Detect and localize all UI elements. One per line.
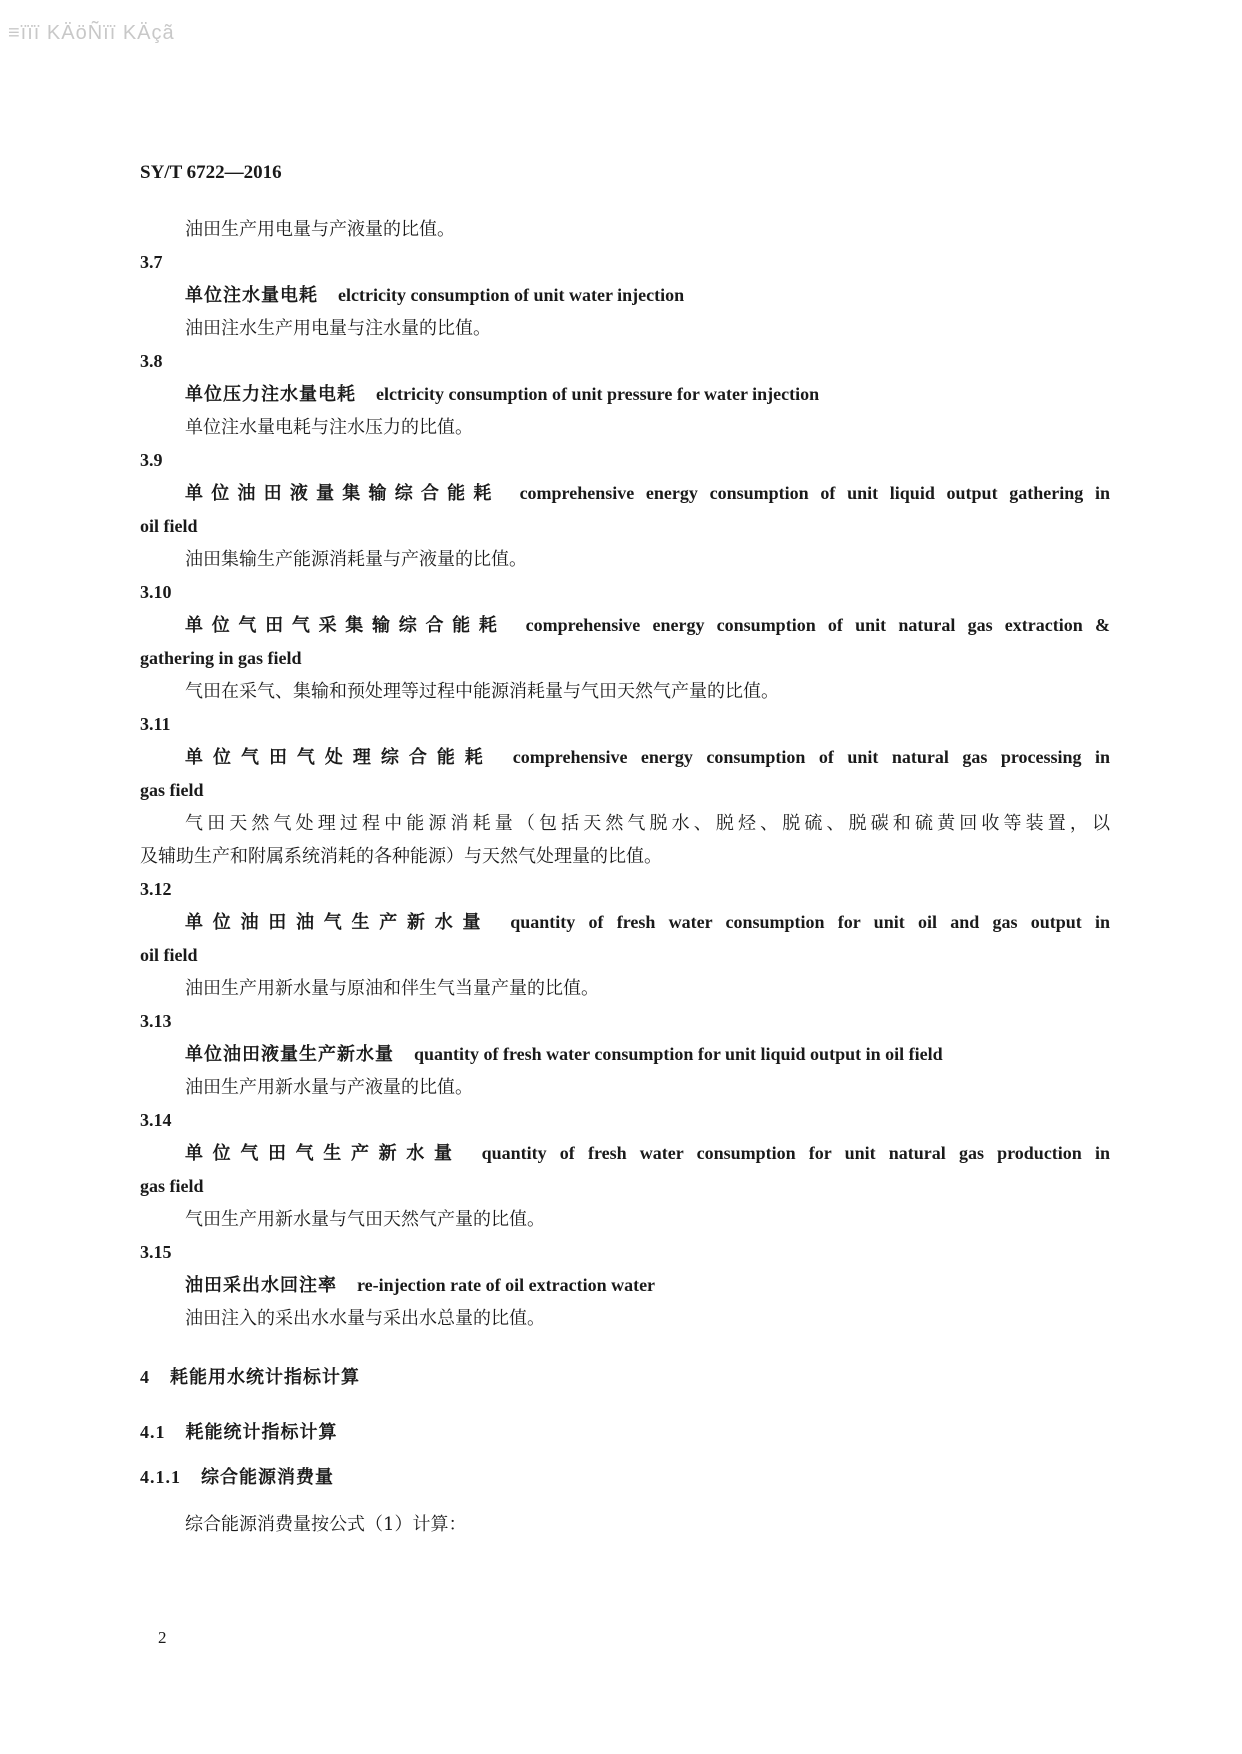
clause-number: 3.7: [140, 252, 163, 272]
spacer: [140, 1394, 1110, 1416]
spacer: [140, 1494, 1110, 1508]
page-number: 2: [158, 1628, 167, 1647]
watermark: ≡ïïï KÄöÑïï KÄçã: [8, 22, 175, 44]
definition-text-continued: 及辅助生产和附属系统消耗的各种能源）与天然气处理量的比值。: [140, 846, 662, 867]
term-chinese: 单位油田油气生产新水量: [185, 912, 491, 933]
term-line: [140, 609, 1110, 642]
clause-number: 3.11: [140, 714, 171, 734]
subsection-number: 4.1: [140, 1422, 166, 1442]
term-english-continued: gas field: [140, 780, 204, 800]
term-line: [140, 741, 1110, 774]
term-chinese: 单位油田液量集输综合能耗: [185, 483, 500, 504]
term-line: [140, 477, 1110, 510]
term-chinese: 单位油田液量生产新水量: [185, 1044, 394, 1065]
term-line: [140, 378, 1110, 411]
term-line: [140, 906, 1110, 939]
term-line: [140, 1269, 1110, 1302]
definition-text: 油田生产用新水量与原油和伴生气当量产量的比值。: [185, 978, 599, 999]
definition-text: 气田生产用新水量与气田天然气产量的比值。: [185, 1209, 545, 1230]
subsection-heading: [140, 1416, 1110, 1449]
term-chinese: 单位注水量电耗: [185, 285, 318, 306]
term-chinese: 油田采出水回注率: [185, 1275, 337, 1296]
clause-number: 3.15: [140, 1242, 172, 1262]
page-content: [140, 213, 1110, 1541]
spacer: [140, 1335, 1110, 1361]
term-chinese: 单位气田气处理综合能耗: [185, 747, 493, 768]
term-english-continued: gathering in gas field: [140, 648, 302, 668]
term-english: comprehensive energy consumption of unit natural gas processing in: [512, 747, 1111, 767]
section-heading: [140, 1361, 1110, 1394]
term-english-continued: oil field: [140, 945, 198, 965]
clause-number: 3.14: [140, 1110, 172, 1130]
term-english: comprehensive energy consumption of unit liquid output gathering in: [519, 483, 1111, 503]
subsubsection-title: 综合能源消费量: [201, 1467, 334, 1488]
definition-text: 油田注水生产用电量与注水量的比值。: [185, 318, 491, 339]
term-english: re-injection rate of oil extraction water: [357, 1275, 656, 1295]
clause-number: 3.12: [140, 879, 172, 899]
section-title: 耗能用水统计指标计算: [170, 1367, 360, 1388]
term-english-continued: oil field: [140, 516, 198, 536]
term-english: quantity of fresh water consumption for unit liquid output in oil field: [414, 1044, 943, 1064]
clause-number: 3.13: [140, 1011, 172, 1031]
formula-intro: 综合能源消费量按公式（1）计算：: [185, 1514, 467, 1535]
standard-code: SY/T 6722—2016: [140, 162, 282, 183]
definition-text: 气田在采气、集输和预处理等过程中能源消耗量与气田天然气产量的比值。: [185, 681, 779, 702]
term-chinese: 单位压力注水量电耗: [185, 384, 356, 405]
spacer: [140, 1449, 1110, 1461]
term-english: comprehensive energy consumption of unit natural gas extraction &: [525, 615, 1110, 635]
term-english: quantity of fresh water consumption for unit oil and gas output in: [510, 912, 1110, 932]
subsubsection-number: 4.1.1: [140, 1467, 181, 1487]
term-english: quantity of fresh water consumption for unit natural gas production in: [481, 1143, 1110, 1163]
definition-text: 油田集输生产能源消耗量与产液量的比值。: [185, 549, 527, 570]
term-english: elctricity consumption of unit water injection: [338, 285, 685, 305]
definition-text: 气田天然气处理过程中能源消耗量（包括天然气脱水、脱烃、脱硫、脱碳和硫黄回收等装置，以: [185, 813, 1110, 834]
term-chinese: 单位气田气生产新水量: [185, 1143, 462, 1164]
clause-number: 3.9: [140, 450, 163, 470]
definition-text: 油田生产用新水量与产液量的比值。: [185, 1077, 473, 1098]
term-chinese: 单位气田气采集输综合能耗: [185, 615, 506, 636]
definition-text: 油田生产用电量与产液量的比值。: [185, 219, 455, 240]
term-line: [140, 1038, 1110, 1071]
term-english-continued: gas field: [140, 1176, 204, 1196]
section-number: 4: [140, 1367, 150, 1387]
term-line: [140, 1137, 1110, 1170]
term-english: elctricity consumption of unit pressure for water injection: [376, 384, 820, 404]
subsubsection-heading: [140, 1461, 1110, 1494]
clause-number: 3.8: [140, 351, 163, 371]
definition-text: 油田注入的采出水水量与采出水总量的比值。: [185, 1308, 545, 1329]
clause-number: 3.10: [140, 582, 172, 602]
term-line: [140, 279, 1110, 312]
definition-text: 单位注水量电耗与注水压力的比值。: [185, 417, 473, 438]
subsection-title: 耗能统计指标计算: [185, 1422, 338, 1443]
